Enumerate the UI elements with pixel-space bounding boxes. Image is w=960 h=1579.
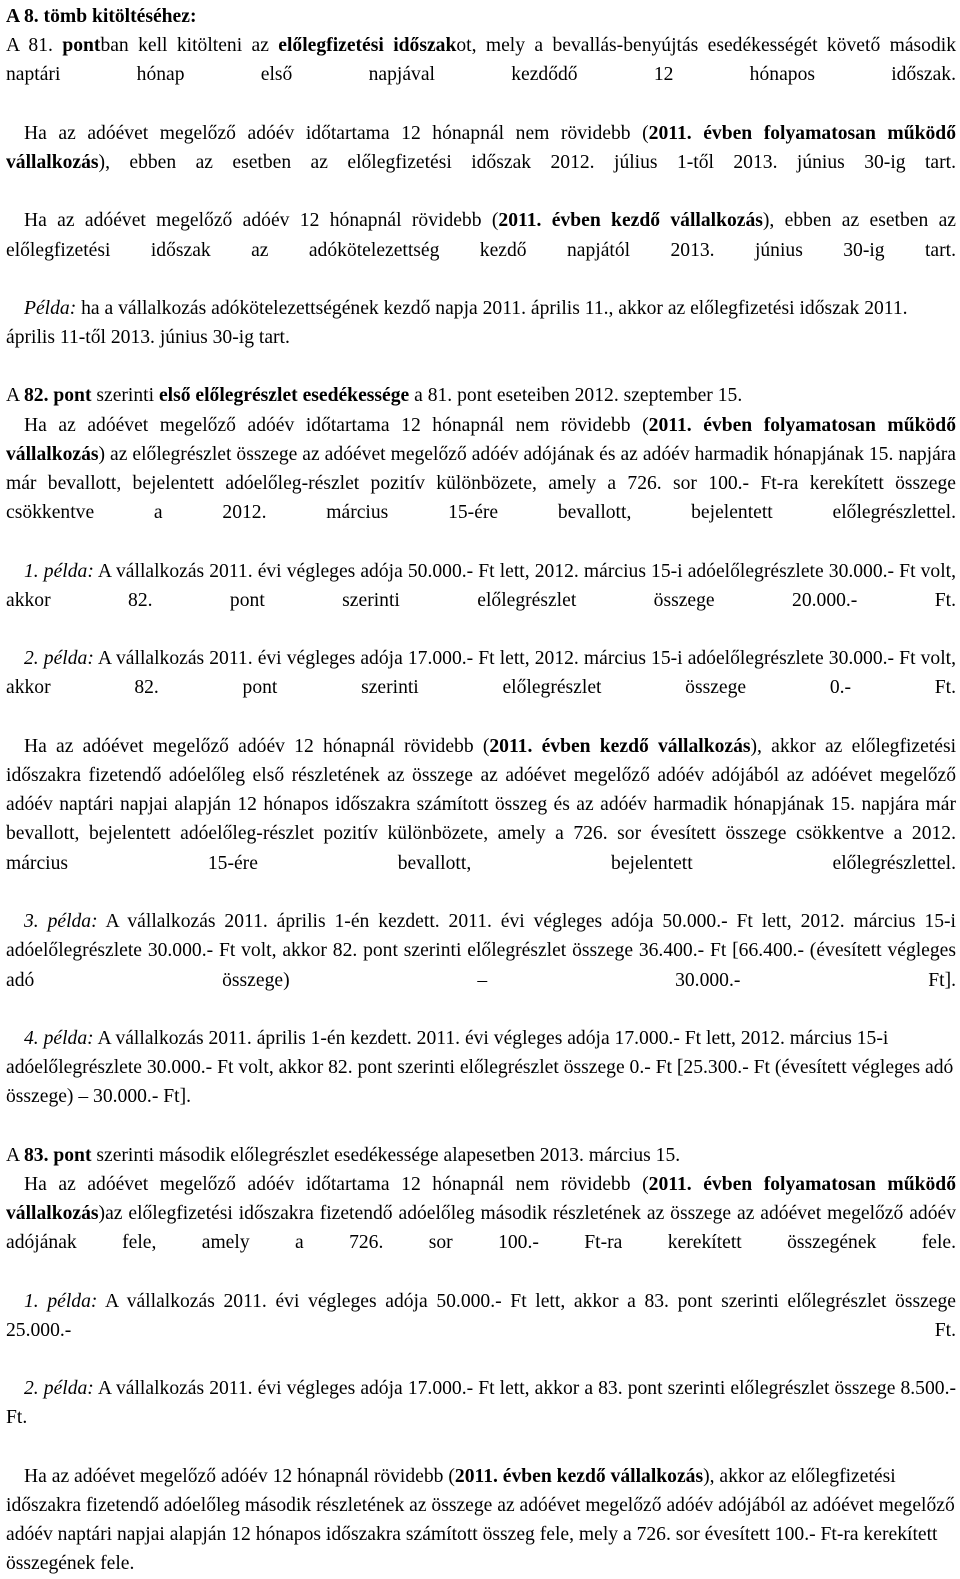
section-spacer — [6, 352, 956, 381]
document-page — [6, 2, 956, 1579]
s83-example-1: 1. példa: A vállalkozás 2011. évi végleges adója 50.000.- Ft lett, akkor a 83. pont szerinti előlegrészlet összege 25.000.- Ft. — [6, 1290, 956, 1341]
s81-intro-paragraph: A 81. pontban kell kitölteni az előlegfizetési időszakot, mely a bevallás-benyújtás esedékességét követő második naptári hónap első napjával kezdődő 12 hónapos időszak. — [6, 35, 957, 86]
s83-new-business-paragraph: Ha az adóévet megelőző adóév 12 hónapnál rövidebb (2011. évben kezdő vállalkozás), akkor az előlegfizetési időszakra fizetendő adóelőleg második részletének az összege az adóévet megelőző adóév adójából az adóévet megelőző adóév naptári napjai alapján 12 hónapos időszakra számított összeg fele, mely a 726. sor évesített 100.- Ft-ra kerekített összegének fele. — [6, 1465, 955, 1575]
s82-example-1: 1. példa: A vállalkozás 2011. évi végleges adója 50.000.- Ft lett, 2012. március 15-i adóelőlegrészlete 30.000.- Ft volt, akkor 82. pont szerinti előlegrészlet összege 20.000.- Ft. — [6, 560, 956, 611]
s83-intro-paragraph: A 83. pont szerinti második előlegrészlet esedékessége alapesetben 2013. március 15. — [6, 1144, 681, 1166]
s82-example-3: 3. példa: A vállalkozás 2011. április 1-én kezdett. 2011. évi végleges adója 50.000.- Ft lett, 2012. március 15-i adóelőlegrészlete 30.000.- Ft volt, akkor 82. pont szerinti előlegrészlet összege 36.400.- Ft [66.400.- (évesített végleges adó összege) – 30.000.- Ft]. — [6, 911, 956, 991]
s83-example-2: 2. példa: A vállalkozás 2011. évi végleges adója 17.000.- Ft lett, akkor a 83. pont szerinti előlegrészlet összege 8.500.- Ft. — [6, 1378, 956, 1429]
s82-new-business-paragraph: Ha az adóévet megelőző adóév 12 hónapnál rövidebb (2011. évben kezdő vállalkozás), akkor az előlegfizetési időszakra fizetendő adóelőleg első részletének az összege az adóévet megelőző adóév adójából az adóévet megelőző adóév naptári napjai alapján 12 hónapos időszakra számított összeg és az adóév harmadik hónapjának 15. napjára már bevallott, bejelentett adóelőleg-részlet pozitív különbözete, amely a 726. sor évesített összege csökkentve a 2012. március 15-ére bevallott, bejelentett előlegrészlettel. — [6, 735, 957, 874]
section-spacer — [6, 1112, 956, 1141]
s81-continuous-business-paragraph: Ha az adóévet megelőző adóév időtartama 12 hónapnál nem rövidebb (2011. évben folyamatosan működő vállalkozás), ebben az esetben az előlegfizetési időszak 2012. július 1-től 2013. június 30-ig tart. — [6, 122, 956, 174]
s82-example-4: 4. példa: A vállalkozás 2011. április 1-én kezdett. 2011. évi végleges adója 17.000.- Ft lett, 2012. március 15-i adóelőlegrészlete 30.000.- Ft volt, akkor 82. pont szerinti előlegrészlet összege 0.- Ft [25.300.- Ft (évesített végleges adó összege) – 30.000.- Ft]. — [6, 1027, 954, 1108]
s82-intro-paragraph: A 82. pont szerinti első előlegrészlet esedékessége a 81. pont eseteiben 2012. szeptember 15. — [6, 385, 743, 407]
document-heading: A 8. tömb kitöltéséhez: — [6, 6, 197, 27]
s82-continuous-business-paragraph: Ha az adóévet megelőző adóév időtartama 12 hónapnál nem rövidebb (2011. évben folyamatosan működő vállalkozás) az előlegrészlet összege az adóévet megelőző adóév adójának és az adóév harmadik hónapjának 15. napjára már bevallott, bejelentett adóelőleg-részlet pozitív különbözete, amely a 726. sor 100.- Ft-ra kerekített összege csökkentve a 2012. március 15-ére bevallott, bejelentett előlegrészlettel. — [6, 414, 956, 524]
s83-continuous-business-paragraph: Ha az adóévet megelőző adóév időtartama 12 hónapnál nem rövidebb (2011. évben folyamatosan működő vállalkozás)az előlegfizetési időszakra fizetendő adóelőleg második részletének az összege az adóévet megelőző adóév adójának fele, amely a 726. sor 100.- Ft-ra kerekített összegének fele. — [6, 1173, 956, 1254]
s81-example-paragraph: Példa: ha a vállalkozás adókötelezettségének kezdő napja 2011. április 11., akkor az előlegfizetési időszak 2011. április 11-től 2013. június 30-ig tart. — [6, 298, 908, 349]
s81-new-business-paragraph: Ha az adóévet megelőző adóév 12 hónapnál rövidebb (2011. évben kezdő vállalkozás), ebben az esetben az előlegfizetési időszak az adókötelezettség kezdő napjától 2013. június 30-ig tart. — [6, 210, 956, 261]
s82-example-2: 2. példa: A vállalkozás 2011. évi végleges adója 17.000.- Ft lett, 2012. március 15-i adóelőlegrészlete 30.000.- Ft volt, akkor 82. pont szerinti előlegrészlet összege 0.- Ft. — [6, 648, 956, 699]
